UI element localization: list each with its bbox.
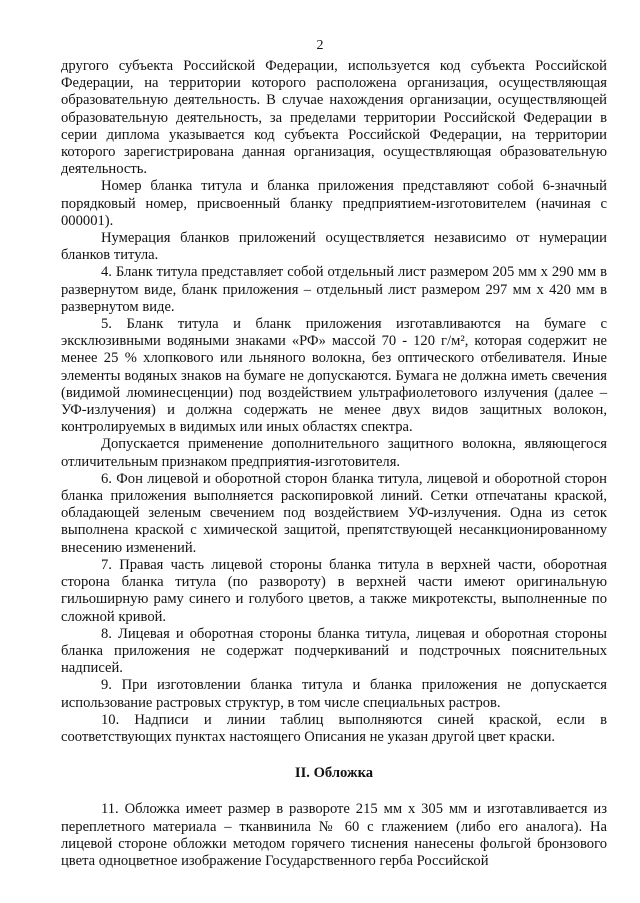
paragraph: Номер бланка титула и бланка приложения представляют собой 6-значный порядковый номер, присвоенный бланку предприятием-изготовителем (начиная с 000001). — [61, 178, 607, 229]
paragraph: Допускается применение дополнительного защитного волокна, являющегося отличительным признаком предприятия-изготовителя. — [61, 436, 607, 470]
paragraph: другого субъекта Российской Федерации, используется код субъекта Российской Федерации, на территории которого расположена организация, осуществляющая образовательную деятельность. В случае нахождения организации, осуществляющей образовательную деятельность, за пределами территории Российской Федерации в серии диплома указывается код субъекта Российской Федерации, на территории которого зарегистрирована данная организация, осуществляющая образовательную деятельность. — [61, 58, 607, 178]
page-number: 2 — [316, 38, 324, 53]
paragraph-item-10: 10. Надписи и линии таблиц выполняются синей краской, если в соответствующих пунктах настоящего Описания не указан другой цвет краски. — [61, 711, 607, 745]
section-heading: II. Обложка — [294, 765, 374, 782]
document-body — [61, 58, 607, 870]
paragraph-item-9: 9. При изготовлении бланка титула и бланка приложения не допускается использование растровых структур, в том числе специальных растров. — [61, 677, 607, 711]
paragraph-item-8: 8. Лицевая и оборотная стороны бланка титула, лицевая и оборотная стороны бланка приложения не содержат подчеркиваний и подстрочных пояснительных надписей. — [61, 625, 607, 677]
paragraph-item-11: 11. Обложка имеет размер в развороте 215 мм х 305 мм и изготавливается из переплетного материала – тканвинила № 60 с глажением (либо его аналога). На лицевой стороне обложки методом горячего тиснения нанесены фольгой бронзового цвета одноцветное изображение Государственного герба Российской — [61, 801, 607, 869]
paragraph-item-5: 5. Бланк титула и бланк приложения изготавливаются на бумаге с эксклюзивными водяными знаками «РФ» массой 70 - 120 г/м², которая содержит не менее 25 % хлопкового или льняного волокна, без оптического отбеливателя. Иные элементы водяных знаков на бумаге не допускаются. Бумага не должна иметь свечения (видимой люминесценции) под воздействием ультрафиолетового излучения (далее – УФ-излучения) и должна содержать не менее двух видов защитных волокон, контролируемых в видимых или иных областях спектра. — [61, 316, 607, 436]
paragraph: Нумерация бланков приложений осуществляется независимо от нумерации бланков титула. — [61, 230, 607, 264]
paragraph-item-7: 7. Правая часть лицевой стороны бланка титула в верхней части, оборотная сторона бланка титула (по развороту) в верхней части имеют оригинальную гильоширную раму синего и голубого цветов, а также микротексты, выполненные по сложной кривой. — [61, 556, 607, 625]
paragraph-item-4: 4. Бланк титула представляет собой отдельный лист размером 205 мм х 290 мм в развернутом виде, бланк приложения – отдельный лист размером 297 мм х 420 мм в развернутом виде. — [61, 264, 607, 315]
paragraph-item-6: 6. Фон лицевой и оборотной сторон бланка титула, лицевой и оборотной сторон бланка приложения выполняется раскопировкой линий. Сетки отпечатаны краской, обладающей зеленым свечением под воздействием УФ-излучения. Одна из сеток выполнена краской с химической защитой, препятствующей несанкционированному внесению изменений. — [61, 470, 607, 556]
